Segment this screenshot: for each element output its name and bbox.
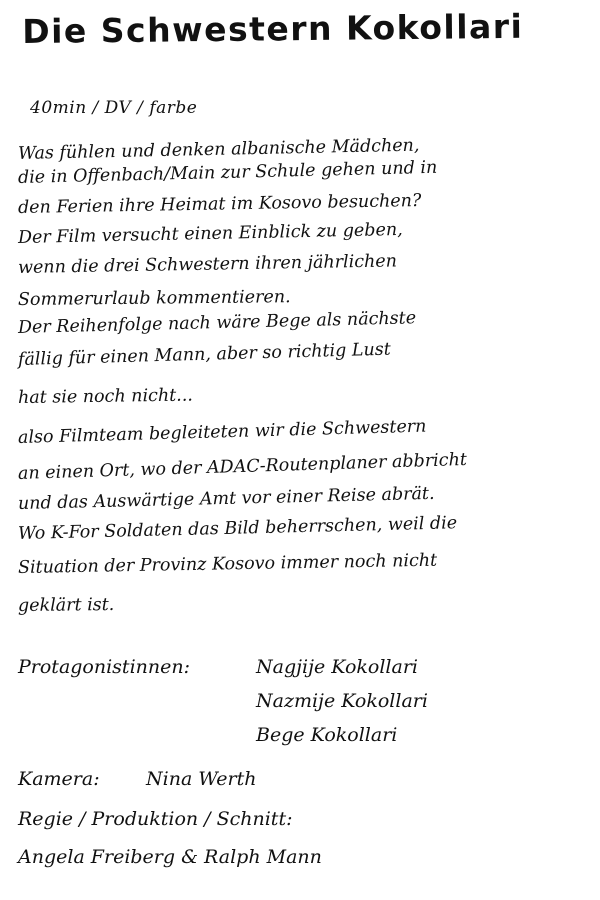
camera-name: Nina Werth xyxy=(146,768,257,790)
text-line: Der Reihenfolge nach wäre Bege als nächste xyxy=(17,308,417,338)
protagonist-name: Nazmije Kokollari xyxy=(256,690,428,712)
protagonist-name: Nagjije Kokollari xyxy=(256,656,418,678)
text-line: Sommerurlaub kommentieren. xyxy=(17,287,291,310)
text-line: hat sie noch nicht... xyxy=(17,385,194,408)
text-line: die in Offenbach/Main zur Schule gehen und in xyxy=(17,157,438,188)
text-line: an einen Ort, wo der ADAC-Routenplaner abbricht xyxy=(17,449,468,484)
text-line: fällig für einen Mann, aber so richtig Lust xyxy=(17,339,392,370)
protagonist-name: Bege Kokollari xyxy=(256,724,398,746)
text-line: und das Auswärtige Amt vor einer Reise abrät. xyxy=(17,483,435,514)
text-line: Wo K-For Soldaten das Bild beherrschen, weil die xyxy=(17,513,458,544)
text-line: den Ferien ihre Heimat im Kosovo besuchen? xyxy=(17,190,422,218)
direction-label: Regie / Produktion / Schnitt: xyxy=(18,808,293,830)
text-line: Situation der Provinz Kosovo immer noch nicht xyxy=(17,550,438,578)
film-format-line: 40min / DV / farbe xyxy=(30,98,198,118)
direction-names: Angela Freiberg & Ralph Mann xyxy=(18,846,322,868)
text-line: Der Film versucht einen Einblick zu geben, xyxy=(17,219,403,248)
protagonists-label: Protagonistinnen: xyxy=(18,656,191,678)
text-line: Was fühlen und denken albanische Mädchen, xyxy=(17,135,420,164)
text-line: also Filmteam begleiteten wir die Schwestern xyxy=(17,416,427,448)
document-title: Die Schwestern Kokollari xyxy=(22,6,524,51)
camera-label: Kamera: xyxy=(18,768,100,790)
text-line: geklärt ist. xyxy=(17,594,115,616)
text-line: wenn die drei Schwestern ihren jährlichen xyxy=(17,251,398,278)
